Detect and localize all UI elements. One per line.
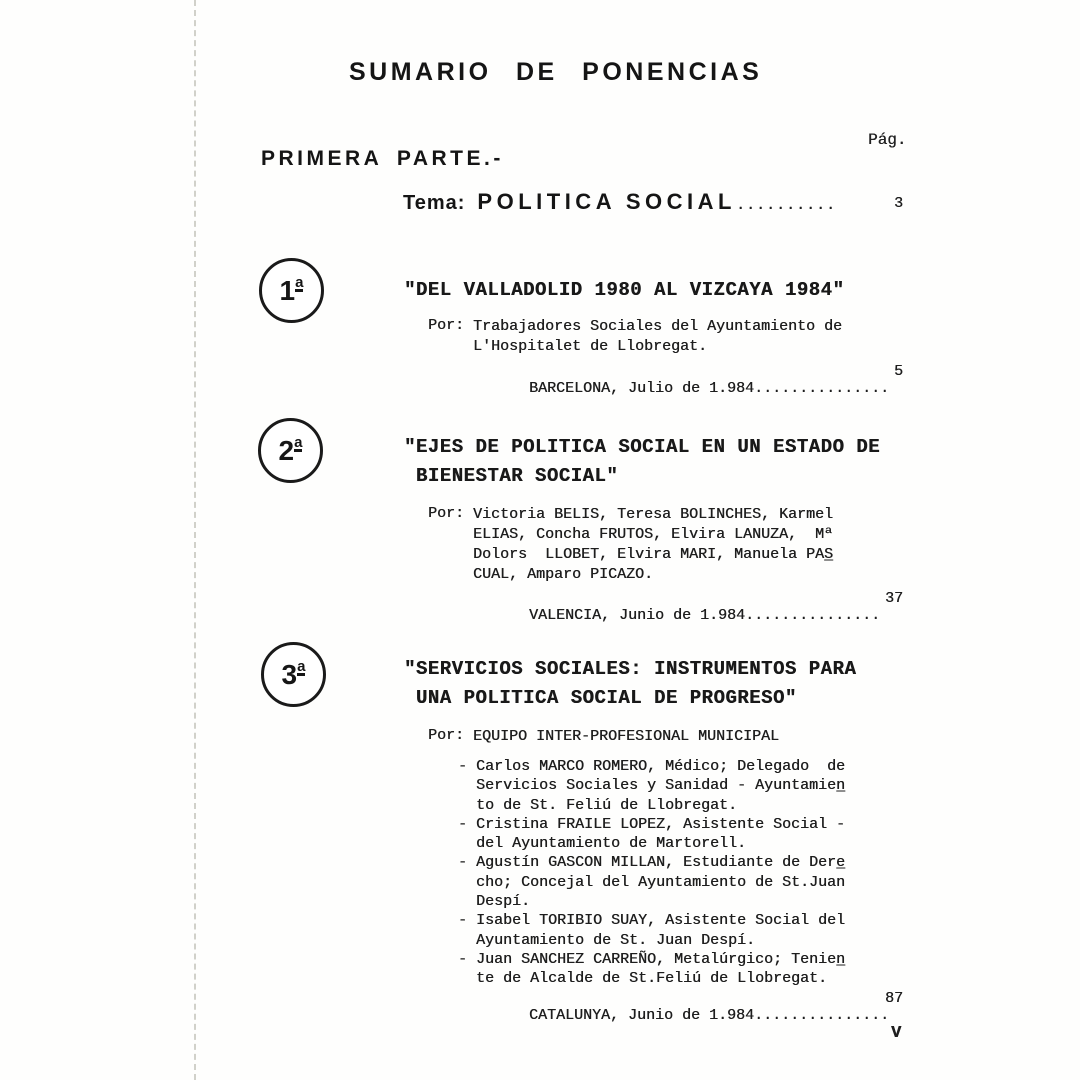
page-number: 87 bbox=[884, 990, 903, 1007]
dots-leader: ............... bbox=[754, 380, 890, 397]
por-label: Por: bbox=[428, 317, 474, 334]
section-number-badge bbox=[258, 418, 323, 483]
tema-row bbox=[403, 189, 1080, 223]
section-number-badge bbox=[261, 642, 326, 707]
por-label: Por: bbox=[428, 727, 474, 744]
author-lines: EQUIPO INTER-PROFESIONAL MUNICIPAL bbox=[473, 728, 780, 745]
section-title: "DEL VALLADOLID 1980 AL VIZCAYA 1984" bbox=[404, 279, 845, 301]
pag-column-label: Pág. bbox=[868, 131, 907, 149]
place-date: VALENCIA, Junio de 1.984 bbox=[529, 607, 746, 624]
member-list: - Carlos MARCO ROMERO, Médico; Delegado de Servicios Sociales y Sanidad - Ayuntamien̲ to de St. Feliú de Llobregat. - Cristina FRAILE LOPEZ, Asistente Social - del Ayuntamiento de Martorell. - Agustín GASCON MILLAN, Estudiante de Dere̲ cho; Concejal del Ayuntamiento de St.Juan Despí. - Isabel TORIBIO SUAY, Asistente Social del Ayuntamiento de St. Juan Despí. - Juan SANCHEZ CARREÑO, Metalúrgico; Tenien̲ te de Alcalde de St.Feliú de Llobregat. bbox=[458, 758, 846, 988]
por-label: Por: bbox=[428, 505, 474, 522]
section-authors bbox=[428, 727, 779, 747]
folio-number: V bbox=[891, 1024, 902, 1043]
author-lines: Victoria BELIS, Teresa BOLINCHES, Karmel ELIAS, Concha FRUTOS, Elvira LANUZA, Mª Dolors LLOBET, Elvira MARI, Manuela PAS̲ CUAL, Amparo PICAZO. bbox=[473, 506, 834, 583]
section-authors bbox=[428, 317, 842, 357]
section-ordinal: a bbox=[295, 273, 304, 291]
author-lines: Trabajadores Sociales del Ayuntamiento de L'Hospitalet de Llobregat. bbox=[473, 318, 843, 355]
dots-leader: .......... bbox=[736, 197, 837, 214]
place-date: CATALUNYA, Junio de 1.984 bbox=[529, 1007, 755, 1024]
place-date: BARCELONA, Julio de 1.984 bbox=[529, 380, 755, 397]
section-numeral: 3 bbox=[281, 658, 297, 690]
section-ordinal: a bbox=[297, 657, 306, 675]
section-authors bbox=[428, 505, 833, 585]
dots-leader: ............... bbox=[754, 1007, 890, 1024]
tema-label: Tema: bbox=[403, 192, 466, 214]
part-heading: PRIMERA PARTE.- bbox=[261, 147, 504, 170]
tema-page-number: 3 bbox=[893, 195, 903, 212]
tema-title: POLITICA SOCIAL bbox=[477, 189, 736, 214]
section-footer bbox=[475, 990, 1080, 1058]
section-number-badge bbox=[259, 258, 324, 323]
section-numeral: 1 bbox=[279, 274, 295, 306]
section-title: "SERVICIOS SOCIALES: INSTRUMENTOS PARA UNA POLITICA SOCIAL DE PROGRESO" bbox=[404, 658, 857, 709]
page-fold-line bbox=[194, 0, 196, 1080]
page-number: 37 bbox=[884, 590, 903, 607]
section-footer bbox=[475, 363, 1080, 431]
section-title: "EJES DE POLITICA SOCIAL EN UN ESTADO DE BIENESTAR SOCIAL" bbox=[404, 436, 881, 487]
page-title: SUMARIO DE PONENCIAS bbox=[349, 58, 763, 86]
dots-leader: ............... bbox=[745, 607, 881, 624]
section-numeral: 2 bbox=[278, 434, 294, 466]
section-footer bbox=[475, 590, 1080, 658]
page-number: 5 bbox=[893, 363, 903, 380]
section-ordinal: a bbox=[294, 433, 303, 451]
